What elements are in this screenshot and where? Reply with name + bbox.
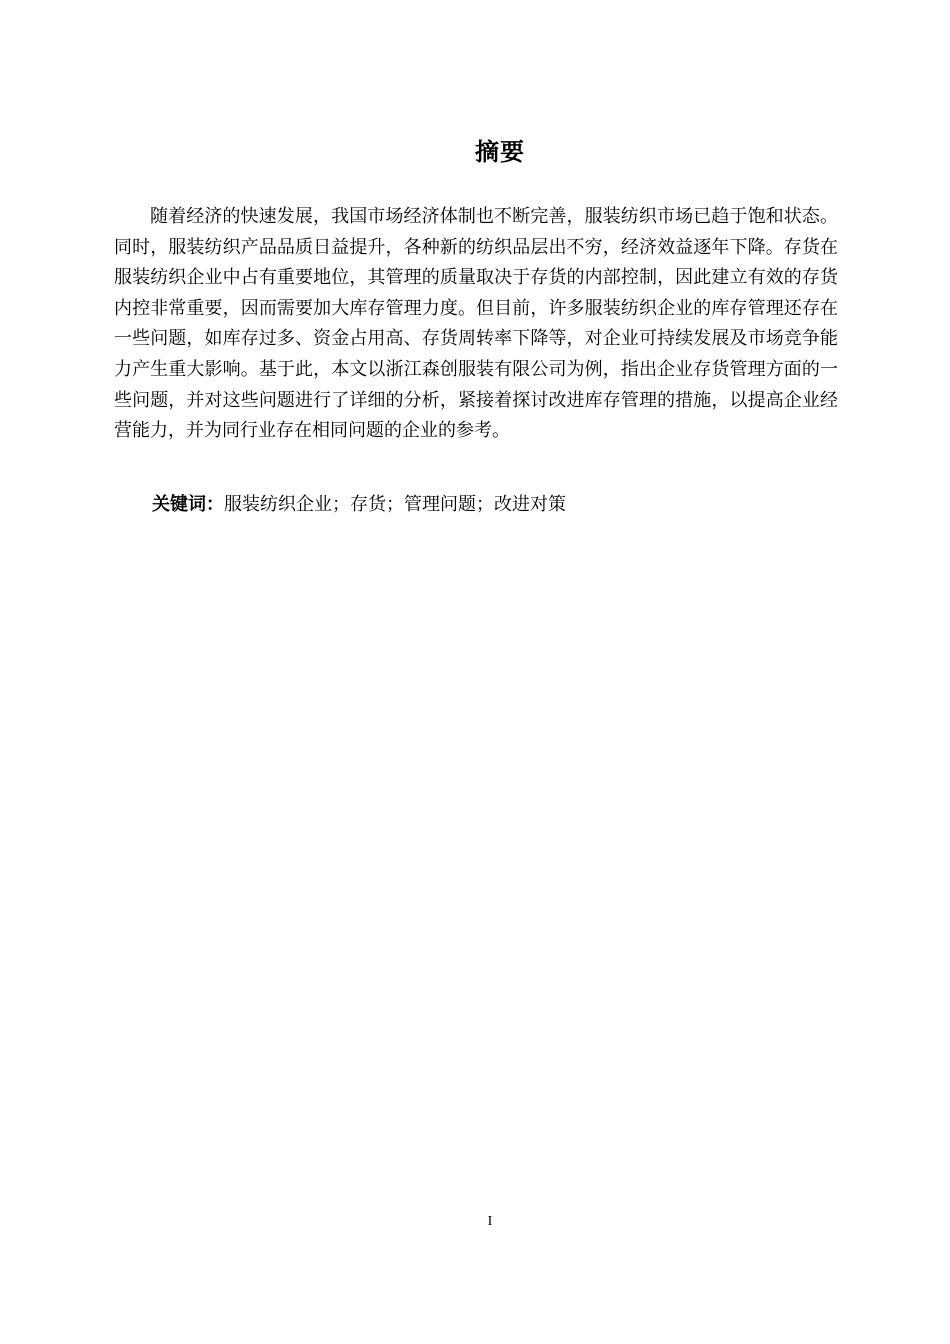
abstract-title: 摘要 — [475, 138, 525, 166]
keywords-line — [152, 490, 852, 520]
keywords-label: 关键词： — [152, 494, 224, 515]
page-number: I — [487, 1214, 493, 1229]
abstract-paragraph: 随着经济的快速发展，我国市场经济体制也不断完善，服装纺织市场已趋于饱和状态。同时，服装纺织产品品质日益提升，各种新的纺织品层出不穷，经济效益逐年下降。存货在服装纺织企业中占有重要地位，其管理的质量取决于存货的内部控制，因此建立有效的存货内控非常重要，因而需要加大库存管理力度。但目前，许多服装纺织企业的库存管理还存在一些问题，如库存过多、资金占用高、存货周转率下降等，对企业可持续发展及市场竞争能力产生重大影响。基于此，本文以浙江森创服装有限公司为例，指出企业存货管理方面的一些问题，并对这些问题进行了详细的分析，紧接着探讨改进库存管理的措施，以提高企业经营能力，并为同行业存在相同问题的企业的参考。 — [114, 206, 838, 442]
keywords-text: 服装纺织企业；存货；管理问题；改进对策 — [224, 494, 566, 515]
